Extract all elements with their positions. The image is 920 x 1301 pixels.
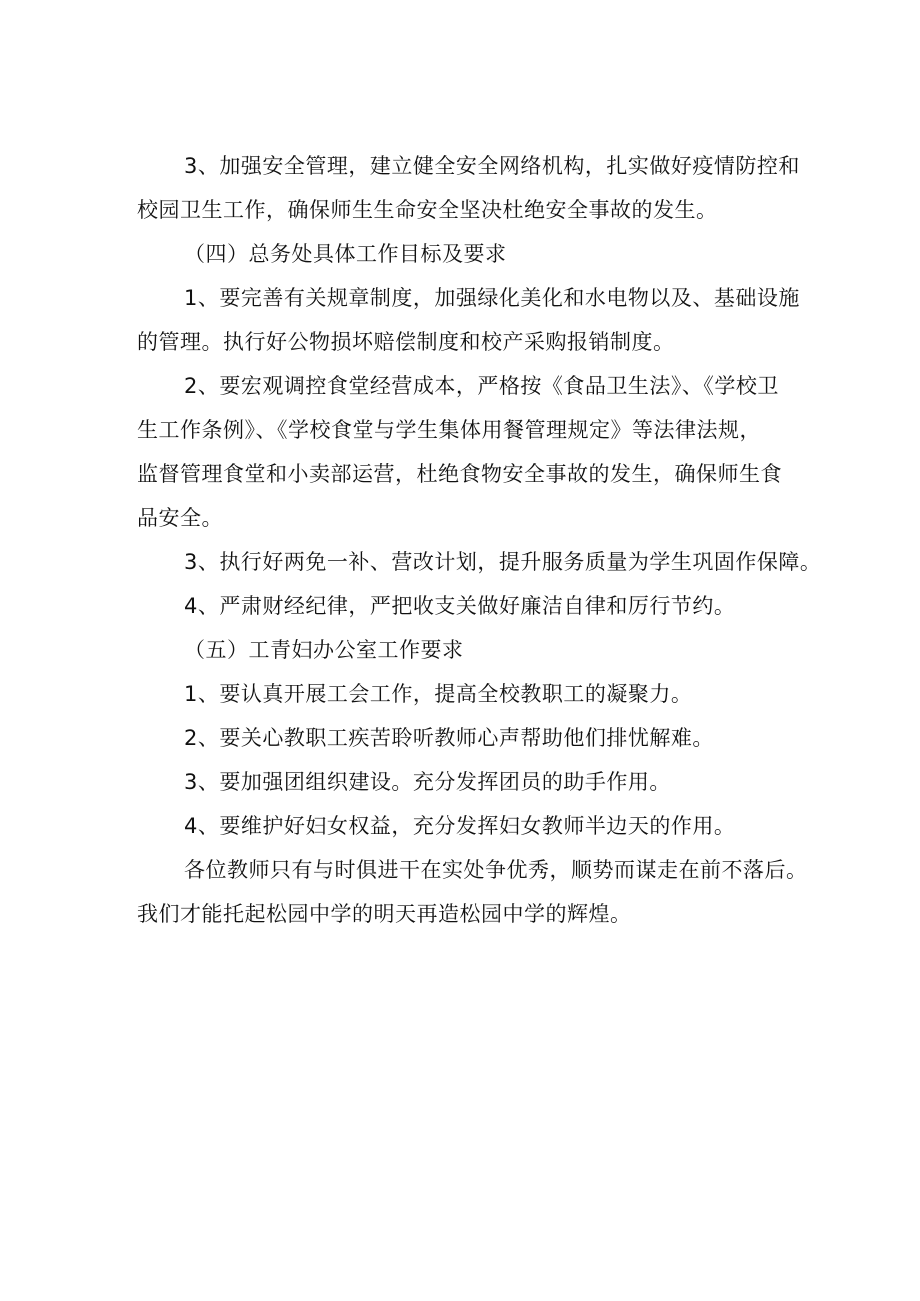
paragraph-general-2-line-1: 2、要宏观调控食堂经营成本，严格按《食品卫生法》、《学校卫: [184, 374, 779, 398]
paragraph-union-2: 2、要关心教职工疾苦聆听教师心声帮助他们排忧解难。: [184, 726, 714, 750]
paragraph-general-3: 3、执行好两免一补、营改计划，提升服务质量为学生巩固作保障。: [184, 550, 822, 574]
section-heading-5: （五）工青妇办公室工作要求: [184, 638, 464, 662]
paragraph-security-3-line-1: 3、加强安全管理，建立健全安全网络机构，扎实做好疫情防控和: [184, 154, 800, 178]
paragraph-general-1-line-1: 1、要完善有关规章制度，加强绿化美化和水电物以及、基础设施: [184, 286, 800, 310]
paragraph-general-2-line-2: 生工作条例》、《学校食堂与学生集体用餐管理规定》等法律法规，: [137, 418, 761, 442]
paragraph-general-2-line-4: 品安全。: [137, 506, 223, 530]
paragraph-closing-line-1: 各位教师只有与时俱进干在实处争优秀，顺势而谋走在前不落后。: [184, 858, 808, 882]
paragraph-general-4: 4、严肃财经纪律，严把收支关做好廉洁自律和厉行节约。: [184, 594, 736, 618]
paragraph-union-1: 1、要认真开展工会工作，提高全校教职工的凝聚力。: [184, 682, 693, 706]
paragraph-general-2-line-3: 监督管理食堂和小卖部运营，杜绝食物安全事故的发生，确保师生食: [137, 462, 782, 486]
section-heading-4: （四）总务处具体工作目标及要求: [184, 242, 507, 266]
paragraph-security-3-line-2: 校园卫生工作，确保师生生命安全坚决杜绝安全事故的发生。: [137, 198, 718, 222]
paragraph-general-1-line-2: 的管理。执行好公物损坏赔偿制度和校产采购报销制度。: [137, 330, 675, 354]
paragraph-closing-line-2: 我们才能托起松园中学的明天再造松园中学的辉煌。: [137, 902, 632, 926]
paragraph-union-4: 4、要维护好妇女权益，充分发挥妇女教师半边天的作用。: [184, 814, 736, 838]
paragraph-union-3: 3、要加强团组织建设。充分发挥团员的助手作用。: [184, 770, 671, 794]
